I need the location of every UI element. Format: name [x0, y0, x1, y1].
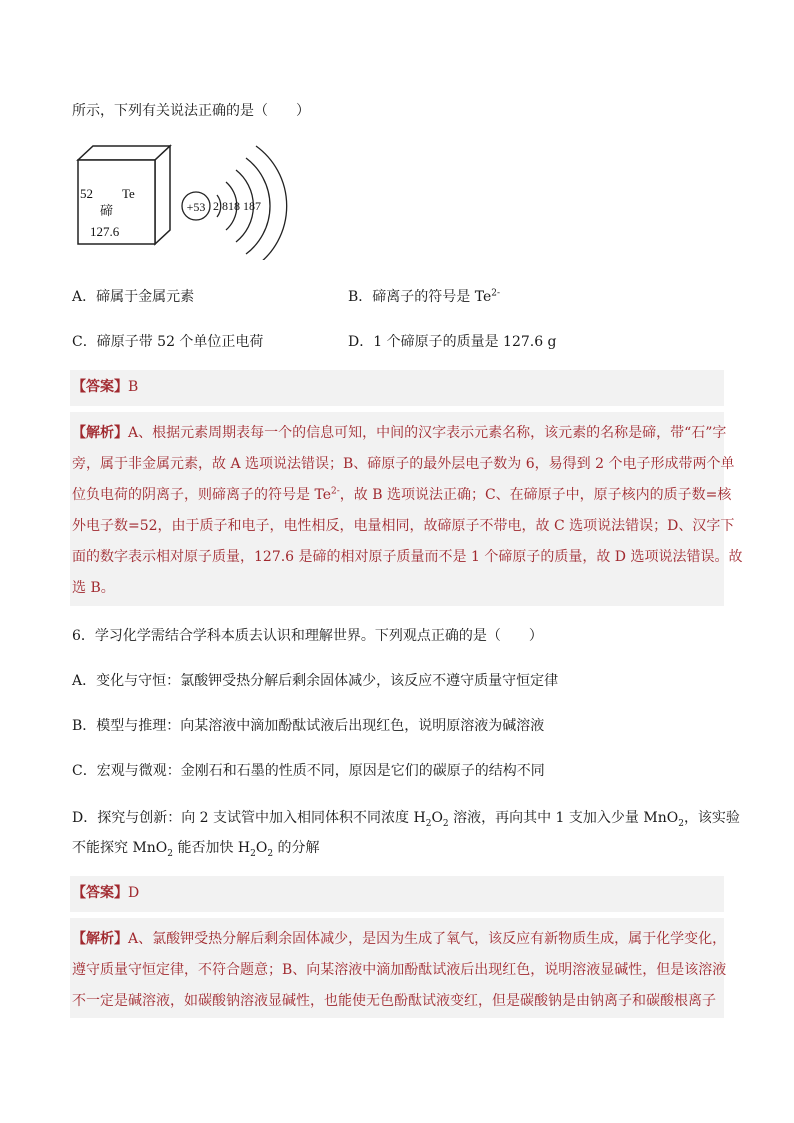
atomic-number: 52 — [80, 186, 93, 201]
answer-q5: 【答案】B — [72, 379, 139, 395]
element-name: 碲 — [100, 203, 114, 218]
q6-option-d-line-1: D．探究与创新：向 2 支试管中加入相同体积不同浓度 $H_2O_2$ 溶液，再向其中 1 支加入少量 MnO$_2$，该实验 — [72, 810, 740, 829]
analysis-q5-line-3: 位负电荷的阴离子，则碲离子的符号是 $Te^{2-}$，故 B 选项说法正确；C、在碲原子中，原子核内的质子数=核 — [72, 486, 732, 503]
answer-box-q6 — [70, 876, 724, 912]
option-c: C．碲原子带 52 个单位正电荷 — [72, 334, 264, 350]
atomic-mass: 127.6 — [90, 224, 120, 239]
question-6-stem: 6．学习化学需结合学科本质去认识和理解世界。下列观点正确的是（ ） — [72, 628, 543, 644]
option-d: D．1 个碲原子的质量是 127.6 g — [348, 334, 557, 350]
question-5-stem: 所示，下列有关说法正确的是（ ） — [72, 103, 310, 119]
shell-electrons: 2 818 187 — [213, 199, 261, 213]
analysis-q6-line-2: 遵守质量守恒定律，不符合题意；B、向某溶液中滴加酚酞试液后出现红色，说明溶液显碱性，但是该溶液 — [72, 962, 727, 978]
element-symbol: Te — [122, 186, 135, 201]
option-a: A．碲属于金属元素 — [72, 289, 195, 305]
element-diagram — [70, 140, 290, 260]
q6-option-d-line-2: 不能探究 MnO$_2$ 能否加快 $H_2O_2$ 的分解 — [72, 840, 320, 859]
analysis-q5-line-2: 旁，属于非金属元素，故 A 选项说法错误；B、碲原子的最外层电子数为 6，易得到 2 个电子形成带两个单 — [72, 456, 735, 472]
option-b: B．碲离子的符号是 $Te^{2-}$ — [348, 288, 501, 305]
analysis-q5-line-6: 选 B。 — [72, 580, 115, 596]
q6-option-a: A．变化与守恒：氯酸钾受热分解后剩余固体减少，该反应不遵守质量守恒定律 — [72, 673, 559, 689]
q6-option-b: B．模型与推理：向某溶液中滴加酚酞试液后出现红色，说明原溶液为碱溶液 — [72, 718, 545, 734]
q6-option-c: C．宏观与微观：金刚石和石墨的性质不同，原因是它们的碳原子的结构不同 — [72, 763, 545, 779]
analysis-q5-line-1: 【解析】A、根据元素周期表每一个的信息可知，中间的汉字表示元素名称，该元素的名称是碲，带“石”字 — [72, 425, 727, 441]
analysis-q5-line-5: 面的数字表示相对原子质量，127.6 是碲的相对原子质量而不是 1 个碲原子的质量，故 D 选项说法错误。故 — [72, 549, 743, 565]
nucleus-charge: +53 — [186, 200, 206, 214]
analysis-q6-line-3: 不一定是碱溶液，如碳酸钠溶液显碱性，也能使无色酚酞试液变红，但是碳酸钠是由钠离子和碳酸根离子 — [72, 993, 716, 1009]
answer-q6: 【答案】D — [72, 885, 140, 901]
analysis-q6-line-1: 【解析】A、氯酸钾受热分解后剩余固体减少，是因为生成了氧气，该反应有新物质生成，属于化学变化， — [72, 931, 727, 947]
analysis-q5-line-4: 外电子数=52，由于质子和电子，电性相反，电量相同，故碲原子不带电，故 C 选项说法错误；D、汉字下 — [72, 518, 735, 534]
answer-box-q5 — [70, 370, 724, 406]
cube-side-face — [155, 146, 170, 244]
